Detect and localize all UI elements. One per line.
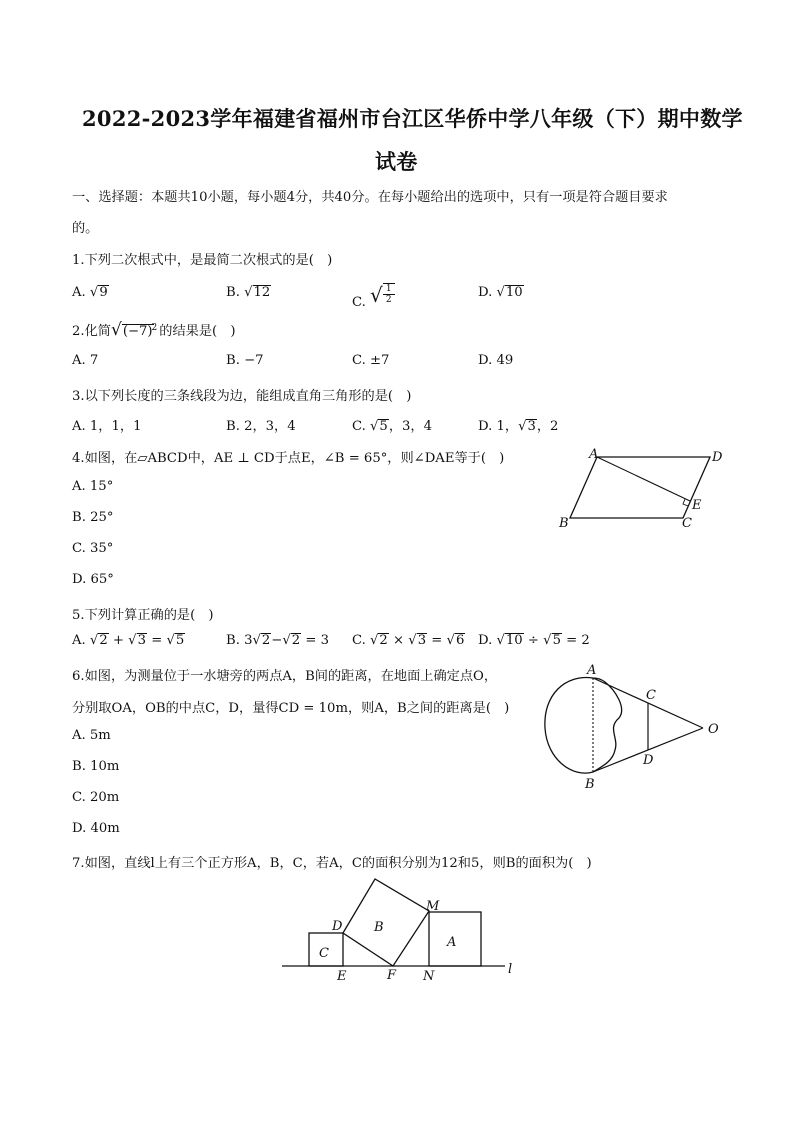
radicand: 12 [253,285,271,300]
stem-text: 2.化简 [72,324,111,339]
square-label-b: B [374,920,384,935]
radicand: 3 [137,633,146,648]
radicand: 6 [455,633,465,648]
point-label-c: C [682,516,692,531]
radicand: (−7) [122,324,153,339]
q2-stem: 2.化简$√(-7)^2$ 的结果是( ) [72,320,236,340]
radicand: 3 [527,419,536,434]
radicand: 5 [552,633,561,648]
radicand: 2 [261,633,271,648]
point-label-a: A [589,447,599,462]
q2-option-a: A. 7 [72,353,99,368]
q5-option-a: A. √2 + √3 = √5 [72,633,185,648]
point-label-f: F [387,968,397,983]
q7-squares-figure [280,872,525,987]
q5-option-c: C. √2 × √3 = √6 [352,633,465,648]
square-label-a: A [447,935,457,950]
q1-option-a: A. √9 [72,285,108,300]
q1-option-d: D. √10 [478,285,523,300]
result: = 3 [305,633,329,648]
square-label-c: C [319,946,329,961]
radicand: 2 [99,633,108,648]
radicand: 9 [99,285,108,300]
option-label: D. [478,633,493,648]
option-label: C. [352,419,366,434]
option-label: B. [226,285,240,300]
point-label-e: E [692,498,702,513]
operator: = [431,633,443,648]
option-text: ，3，4 [388,419,432,434]
radicand: 5 [379,419,388,434]
point-label-o: O [708,722,719,737]
point-label-b: B [559,516,569,531]
q3-option-b: B. 2，3，4 [226,419,296,434]
radicand: 10 [505,633,523,648]
fraction-numerator: 1 [383,284,395,295]
point-label-n: N [423,969,435,984]
point-label-d: D [643,753,654,768]
q4-parallelogram-figure [555,443,730,533]
q4-option-a: A. 15° [72,479,114,494]
q6-stem-line2: 分别取OA，OB的中点C，D，量得CD = 10m，则A，B之间的距离是( ) [72,701,510,716]
point-label-b: B [585,777,595,792]
point-label-a: A [587,663,597,678]
q4-stem: 4.如图，在▱ABCD中，AE ⊥ CD于点E，∠B = 65°，则∠DAE等于( ) [72,451,505,466]
q5-stem: 5.下列计算正确的是( ) [72,608,214,623]
q3-option-c: C. √5，3，4 [352,419,432,434]
radicand: 3 [417,633,427,648]
point-label-m: M [426,899,440,914]
operator: + [112,633,124,648]
result: = 2 [566,633,590,648]
option-label: D. [478,285,493,300]
option-label: B. 3 [226,633,253,648]
q3-stem: 3.以下列长度的三条线段为边，能组成直角三角形的是( ) [72,389,412,404]
radicand: 2 [291,633,301,648]
q2-option-c: C. ±7 [352,353,390,368]
q6-option-c: C. 20m [72,790,120,805]
q6-pond-figure [535,660,725,795]
q6-option-a: A. 5m [72,728,111,743]
fraction-denominator: 2 [385,295,392,306]
operator: − [271,633,283,648]
q4-option-c: C. 35° [72,541,114,556]
q5-option-d: D. √10 ÷ √5 = 2 [478,633,590,648]
q5-option-b: B. 3√2−√2 = 3 [226,633,329,648]
line-label-l: l [508,962,513,977]
point-label-e: E [337,969,347,984]
stem-text: 的结果是( ) [159,324,236,339]
q7-stem: 7.如图，直线l上有三个正方形A，B，C，若A，C的面积分别为12和5，则B的面积为( ) [72,856,592,871]
option-label: A. [72,285,86,300]
option-label: C. [352,633,366,648]
option-label: D. 1， [478,419,519,434]
option-text: ，2 [536,419,559,434]
q4-option-b: B. 25° [72,510,114,525]
section-header-line1: 一、选择题：本题共10小题，每小题4分，共40分。在每小题给出的选项中，只有一项是符合题目要求 [72,190,668,205]
operator: × [393,633,405,648]
operator: ÷ [527,633,539,648]
point-label-d: D [332,919,343,934]
paper-title-line1: 2022-2023学年福建省福州市台江区华侨中学八年级（下）期中数学 [82,106,743,131]
section-header-line2: 的。 [72,221,99,236]
q1-option-b: B. √12 [226,285,271,300]
paper-title-line2: 试卷 [375,149,418,174]
radicand: 10 [505,285,523,300]
q1-stem: 1.下列二次根式中，是最简二次根式的是( ) [72,253,333,268]
q6-option-b: B. 10m [72,759,120,774]
option-label: C. [352,295,366,310]
option-label: A. [72,633,86,648]
point-label-d: D [712,450,723,465]
q2-option-b: B. −7 [226,353,264,368]
radicand: 5 [175,633,185,648]
q6-stem-line1: 6.如图，为测量位于一水塘旁的两点A，B间的距离，在地面上确定点O， [72,669,498,684]
operator: = [151,633,163,648]
q2-option-d: D. 49 [478,353,514,368]
q3-option-a: A. 1，1，1 [72,419,142,434]
q3-option-d: D. 1，√3，2 [478,419,559,434]
exponent: 2 [151,322,158,333]
q1-option-c: C. √ $\frac{1}{2}$ [352,279,395,306]
q6-option-d: D. 40m [72,821,120,836]
q4-option-d: D. 65° [72,572,114,587]
radicand: 2 [379,633,388,648]
point-label-c: C [646,688,656,703]
